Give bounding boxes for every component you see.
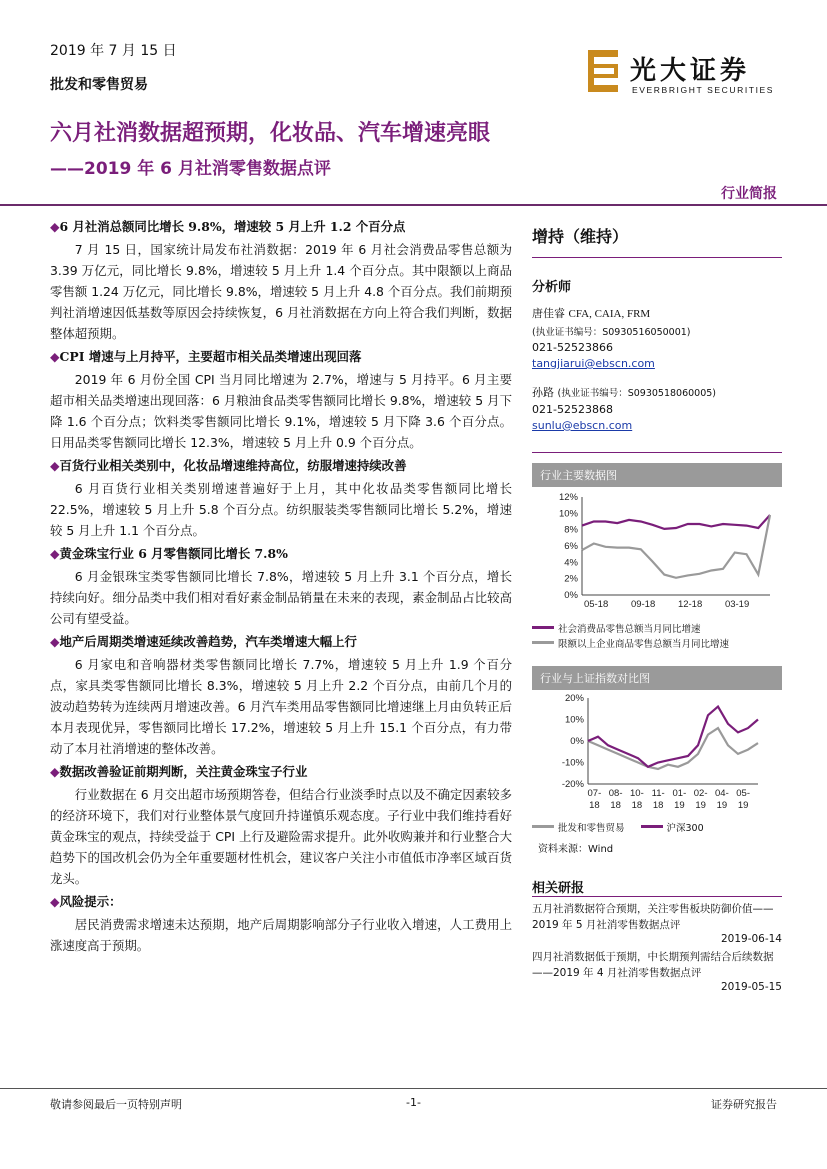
section-body: 7 月 15 日，国家统计局发布社消数据：2019 年 6 月社会消费品零售总额为 3.39 万亿元，同比增长 9.8%，增速较 5 月上升 1.4 个百分点。其中限额以上商品零售额 1.24 万亿元，同比增长 9.8%，增速较 5 月上升 4.8 个百分点。我们前期预判社消增速因低基数等原因会持续恢复，6 月社消数据在方向上符合我们判断，数据整体超预期。 xyxy=(50,242,512,341)
sidebar xyxy=(532,214,782,993)
legend-swatch xyxy=(532,825,554,828)
y-tick-label: 0% xyxy=(570,736,584,747)
report-title: 六月社消数据超预期，化妆品、汽车增速亮眼 xyxy=(50,121,491,146)
related-divider xyxy=(532,896,782,897)
x-tick-label: 19 xyxy=(737,800,749,811)
chart1-title: 行业主要数据图 xyxy=(532,463,782,487)
legend-item: 社会消费品零售总额当月同比增速 xyxy=(532,620,782,635)
x-tick-label: 09-18 xyxy=(630,599,656,610)
related-item[interactable]: 五月社消数据符合预期，关注零售板块防御价值——2019 年 5 月社消零售数据点评 xyxy=(532,903,774,931)
section-heading: ◆数据改善验证前期判断，关注黄金珠宝子行业 xyxy=(50,764,308,779)
rating-divider xyxy=(532,257,782,258)
related-date: 2019-06-14 xyxy=(720,933,782,945)
analyst2-phone: 021-52523868 xyxy=(532,403,613,416)
section-heading: ◆CPI 增速与上月持平，主要超市相关品类增速出现回落 xyxy=(50,349,362,364)
x-tick-label: 18 xyxy=(589,800,600,811)
series-line xyxy=(588,707,758,767)
report-type: 行业简报 xyxy=(721,186,777,202)
chart1 xyxy=(532,487,782,617)
x-tick-label: 19 xyxy=(674,800,685,811)
section-body: 居民消费需求增速未达预期，地产后周期影响部分子行业收入增速，人工费用上涨速度高于预期。 xyxy=(50,917,512,953)
diamond-bullet-icon: ◆ xyxy=(50,634,60,649)
analyst1-name: 唐佳睿 xyxy=(532,307,565,320)
section-body: 6 月百货行业相关类别增速普遍好于上月，其中化妆品类零售额同比增长 22.5%，增速较 5 月上升 5.8 个百分点。纺织服装类零售额同比增长 5.2%，增速较 5 月上升 1.1 个百分点。 xyxy=(50,481,512,538)
logo-text-cn: 光大证券 xyxy=(630,56,751,86)
footer-disclaimer: 敬请参阅最后一页特别声明 xyxy=(50,1098,182,1111)
related-date: 2019-05-15 xyxy=(720,981,782,993)
rating: 增持（维持） xyxy=(532,227,629,246)
footer-divider xyxy=(0,1088,827,1089)
legend-item: 批发和零售贸易 沪深300 xyxy=(532,819,782,834)
section-heading: ◆黄金珠宝行业 6 月零售额同比增长 7.8% xyxy=(50,546,288,561)
diamond-bullet-icon: ◆ xyxy=(50,349,60,364)
y-tick-label: -10% xyxy=(561,757,584,769)
chart2 xyxy=(532,690,782,816)
company-logo xyxy=(586,48,776,98)
legend-swatch xyxy=(532,626,554,629)
y-tick-label: 0% xyxy=(564,590,578,601)
analyst2-email[interactable]: sunlu@ebscn.com xyxy=(532,419,633,432)
diamond-bullet-icon: ◆ xyxy=(50,764,60,779)
x-tick-label: 02- xyxy=(693,788,708,799)
x-tick-label: 12-18 xyxy=(677,599,703,610)
analyst2-line xyxy=(532,384,782,400)
x-tick-label: 05- xyxy=(736,788,750,799)
analyst2-name: 孙路 xyxy=(532,386,554,399)
x-tick-label: 10- xyxy=(630,788,644,799)
analyst1-line xyxy=(532,305,782,321)
section-body: 2019 年 6 月份全国 CPI 当月同比增速为 2.7%，增速与 5 月持平。6 月主要超市相关品类增速出现回落：6 月粮油食品类零售额同比增长 9.8%，增速较 5 月下降 1.6 个百分点；饮料类零售额同比增长 9.1%，增速较 5 月下降 3.6 个百分点。日用品类零售额同比增长 12.3%，增速较 5 月上升 0.9 个百分点。 xyxy=(50,372,512,450)
x-tick-label: 01- xyxy=(672,788,687,799)
report-subtitle: ——2019 年 6 月社消零售数据点评 xyxy=(50,159,331,179)
diamond-bullet-icon: ◆ xyxy=(50,458,60,473)
x-tick-label: 11- xyxy=(651,788,665,799)
section-heading: ◆6 月社消总额同比增长 9.8%，增速较 5 月上升 1.2 个百分点 xyxy=(50,219,406,234)
diamond-bullet-icon: ◆ xyxy=(50,894,60,909)
analyst1-cert: CFA, CAIA, FRM xyxy=(568,308,651,320)
section-heading: ◆百货行业相关类别中，化妆品增速维持高位，纺服增速持续改善 xyxy=(50,458,407,473)
report-date: 2019 年 7 月 15 日 xyxy=(50,43,177,59)
chart2-title: 行业与上证指数对比图 xyxy=(532,666,782,690)
y-tick-label: 10% xyxy=(558,508,578,520)
x-tick-label: 03-19 xyxy=(724,599,750,610)
y-tick-label: 2% xyxy=(564,573,578,585)
sidebar-divider xyxy=(532,452,782,453)
y-tick-label: 12% xyxy=(558,492,578,503)
section-heading: ◆地产后周期类增速延续改善趋势，汽车类增速大幅上行 xyxy=(50,634,357,649)
chart1-legend xyxy=(532,620,782,650)
diamond-bullet-icon: ◆ xyxy=(50,546,60,561)
x-tick-label: 18 xyxy=(610,800,621,811)
y-tick-label: 10% xyxy=(564,714,584,726)
page-number: -1- xyxy=(406,1096,421,1109)
logo-mark-icon xyxy=(586,48,626,94)
x-tick-label: 05-18 xyxy=(583,599,609,610)
x-tick-label: 19 xyxy=(695,800,706,811)
footer-report-type: 证券研究报告 xyxy=(711,1098,777,1111)
y-tick-label: -20% xyxy=(561,779,584,790)
section-body: 6 月家电和音响器材类零售额同比增长 7.7%，增速较 5 月上升 1.9 个百分点，家具类零售额同比增长 8.3%，增速较 5 月上升 2.2 个百分点，由前几个月的波动趋势转为连续两月增速改善。6 月汽车类用品零售额同比增速继上月由负转正后本月表现优异，零售额同比增长 17.2%，增速较 5 月上升 15.1 个百分点，有力带动了本月社消增速的整体改善。 xyxy=(50,657,512,756)
series-line xyxy=(582,515,770,529)
x-tick-label: 04- xyxy=(715,788,729,799)
section-body: 行业数据在 6 月交出超市场预期答卷，但结合行业淡季时点以及不确定因素较多的经济环境下，我们对行业整体景气度回升持谨慎乐观态度。子行业中我们维持看好黄金珠宝的观点，持续受益于 CPI 上行及避险需求提升。此外收购兼并和行业整合大趋势下的国改机会仍为全年重要题材性机会，建议客户关注小市值低市净率区域百货龙头。 xyxy=(50,787,512,886)
section-heading: ◆风险提示： xyxy=(50,894,122,909)
main-content xyxy=(50,214,512,958)
legend-item: 限额以上企业商品零售总额当月同比增速 xyxy=(532,635,782,650)
x-tick-label: 08- xyxy=(608,788,623,799)
y-tick-label: 4% xyxy=(564,557,578,569)
related-item[interactable]: 四月社消数据低于预期，中长期预判需结合后续数据——2019 年 4 月社消零售数据点评 xyxy=(532,951,774,979)
legend-swatch xyxy=(532,641,554,644)
industry-name: 批发和零售贸易 xyxy=(50,77,148,93)
header-divider xyxy=(0,204,827,206)
analyst-heading: 分析师 xyxy=(532,280,572,295)
logo-text-en: EVERBRIGHT SECURITIES xyxy=(632,85,775,95)
x-tick-label: 07- xyxy=(587,788,602,799)
analyst1-phone: 021-52523866 xyxy=(532,341,613,354)
diamond-bullet-icon: ◆ xyxy=(50,219,60,234)
section-body: 6 月金银珠宝类零售额同比增长 7.8%，增速较 5 月上升 3.1 个百分点，增长持续向好。细分品类中我们相对看好素金制品销量在未来的表现，素金制品占比较高公司有望受益。 xyxy=(50,569,512,626)
analyst1-email[interactable]: tangjiarui@ebscn.com xyxy=(532,357,655,370)
x-tick-label: 18 xyxy=(652,800,664,811)
legend-swatch xyxy=(641,825,663,828)
x-tick-label: 19 xyxy=(716,800,728,811)
y-tick-label: 20% xyxy=(564,693,584,704)
analyst2-license: (执业证书编号：S0930518060005) xyxy=(557,388,717,399)
analyst1-license: (执业证书编号：S0930516050001) xyxy=(532,327,691,338)
y-tick-label: 6% xyxy=(564,541,578,552)
x-tick-label: 18 xyxy=(631,800,643,811)
y-tick-label: 8% xyxy=(564,524,578,536)
chart2-legend xyxy=(532,819,782,834)
data-source: 资料来源：Wind xyxy=(538,844,614,855)
related-heading: 相关研报 xyxy=(532,881,585,896)
